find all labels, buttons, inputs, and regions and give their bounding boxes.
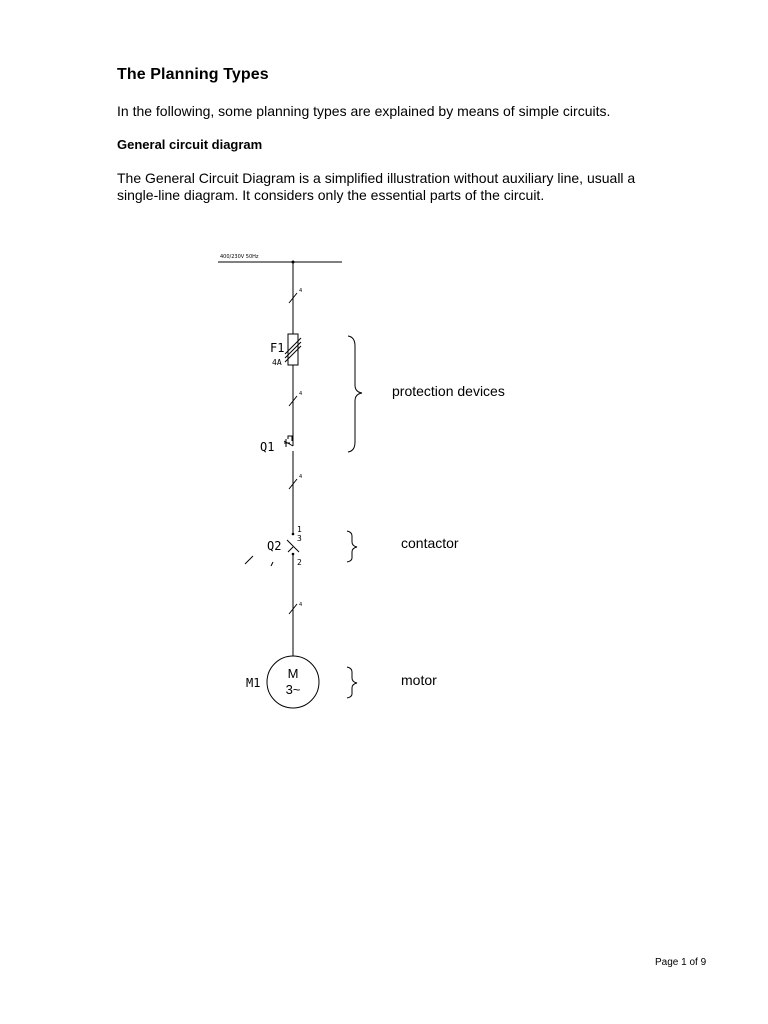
conductor-count-label-2: 4 (299, 391, 303, 397)
paragraph-line-2: single-line diagram. It considers only the essential parts of the circuit. (117, 187, 545, 203)
motor-brace (347, 667, 357, 698)
conductor-count-label-4: 4 (299, 602, 303, 608)
fuse-symbol (285, 334, 301, 365)
conductor-tick-3 (289, 474, 302, 489)
section-heading: General circuit diagram (117, 137, 263, 152)
motor-tag: M1 (246, 676, 261, 690)
page-title: The Planning Types (117, 66, 269, 83)
paragraph-line-1: The General Circuit Diagram is a simplified illustration without auxiliary line, usuall a (117, 170, 636, 186)
motor-label: motor (401, 672, 437, 688)
conductor-count-label-3: 4 (299, 474, 303, 480)
protection-brace (348, 336, 362, 452)
supply-label: 400/230V 50Hz (220, 254, 259, 260)
page-number: Page 1 of 9 (655, 957, 707, 968)
contactor-tag: Q2 (267, 539, 282, 553)
conductor-count-label-1: 4 (299, 288, 303, 294)
contactor-terminal-2: 2 (297, 558, 302, 567)
breaker-tag: Q1 (260, 440, 275, 454)
contactor-label: contactor (401, 535, 459, 551)
contactor-coil-stroke (245, 556, 253, 564)
intro-text: In the following, some planning types are explained by means of simple circuits. (117, 103, 611, 119)
contactor-brace (347, 531, 357, 562)
conductor-tick-1 (289, 288, 302, 303)
breaker-symbol (284, 436, 293, 447)
protection-devices-label: protection devices (392, 383, 505, 399)
contactor-terminal-1: 1 (297, 525, 302, 534)
conductor-tick-2 (289, 391, 302, 406)
motor-line-1: M (287, 666, 299, 681)
fuse-rating: 4A (272, 358, 282, 367)
conductor-tick-4 (289, 602, 302, 614)
fuse-tag: F1 (270, 341, 285, 355)
contactor-coil-mark (271, 562, 273, 566)
contactor-terminal-3: 3 (297, 534, 302, 543)
motor-line-2: 3~ (285, 682, 301, 697)
